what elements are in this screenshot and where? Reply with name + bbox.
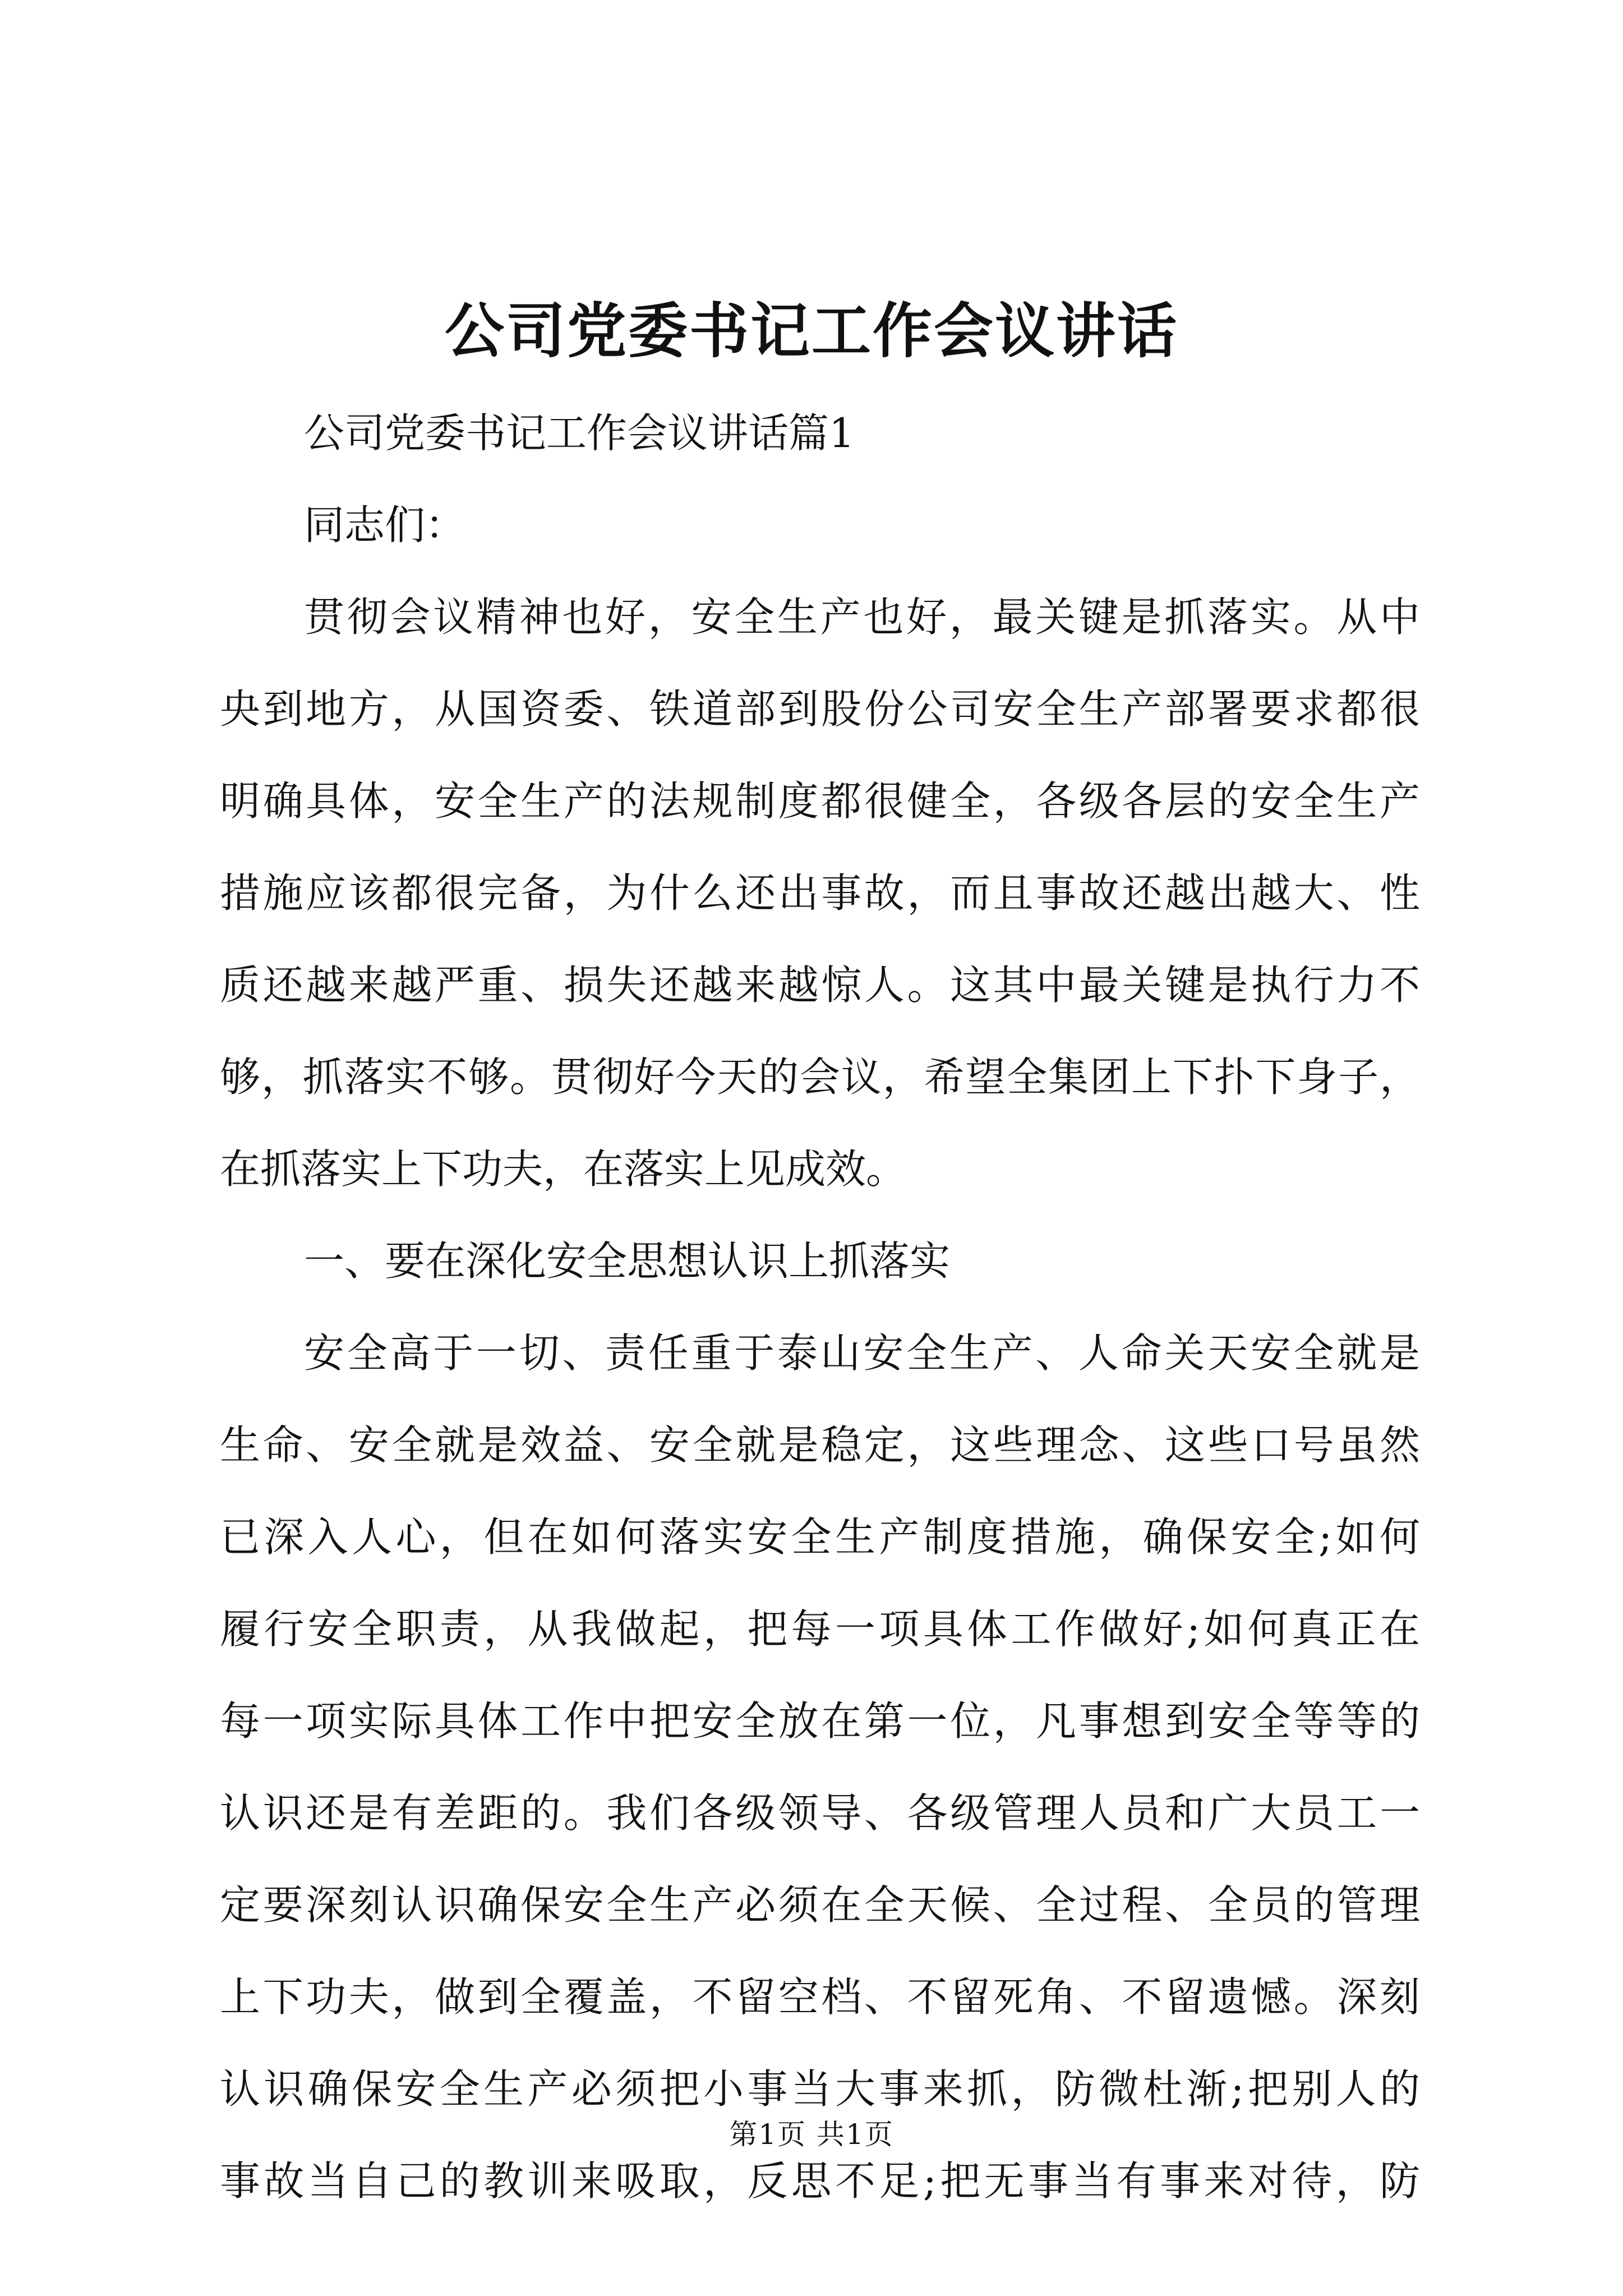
text-line: 够，抓落实不够。贯彻好今天的会议，希望全集团上下扑下身子，	[220, 1053, 1420, 1101]
page-footer: 第1页 共1页	[729, 2118, 894, 2151]
text-line: 安全高于一切、责任重于泰山安全生产、人命关天安全就是	[304, 1329, 1420, 1377]
text-line: 已深入人心，但在如何落实安全生产制度措施，确保安全;如何	[220, 1513, 1420, 1561]
text-line: 定要深刻认识确保安全生产必须在全天候、全过程、全员的管理	[220, 1881, 1420, 1929]
paragraph-salutation	[220, 479, 1420, 571]
text-line: 同志们：	[304, 501, 466, 549]
text-line: 贯彻会议精神也好，安全生产也好，最关键是抓落实。从中	[304, 593, 1420, 641]
paragraph-intro	[220, 571, 1420, 1215]
text-line: 公司党委书记工作会议讲话篇1	[304, 409, 855, 457]
text-line: 一、要在深化安全思想认识上抓落实	[304, 1237, 951, 1285]
text-line: 措施应该都很完备，为什么还出事故，而且事故还越出越大、性	[220, 869, 1420, 917]
text-line: 认识还是有差距的。我们各级领导、各级管理人员和广大员工一	[220, 1789, 1420, 1837]
paragraph-subtitle	[220, 387, 1420, 479]
document-title: 公司党委书记工作会议讲话	[445, 296, 1178, 366]
text-line: 质还越来越严重、损失还越来越惊人。这其中最关键是执行力不	[220, 961, 1420, 1009]
section-heading-1	[220, 1215, 1420, 1307]
text-line: 每一项实际具体工作中把安全放在第一位，凡事想到安全等等的	[220, 1697, 1420, 1745]
document-body	[220, 387, 1420, 2227]
text-line: 上下功夫，做到全覆盖，不留空档、不留死角、不留遗憾。深刻	[220, 1973, 1420, 2021]
text-line: 央到地方，从国资委、铁道部到股份公司安全生产部署要求都很	[220, 685, 1420, 733]
text-line: 认识确保安全生产必须把小事当大事来抓，防微杜渐;把别人的	[220, 2065, 1420, 2113]
text-line: 事故当自己的教训来吸取，反思不足;把无事当有事来对待，防	[220, 2157, 1420, 2205]
text-line: 明确具体，安全生产的法规制度都很健全，各级各层的安全生产	[220, 777, 1420, 825]
text-line: 在抓落实上下功夫，在落实上见成效。	[220, 1145, 907, 1193]
text-line: 生命、安全就是效益、安全就是稳定，这些理念、这些口号虽然	[220, 1421, 1420, 1469]
text-line: 履行安全职责，从我做起，把每一项具体工作做好;如何真正在	[220, 1605, 1420, 1653]
paragraph-section-1	[220, 1307, 1420, 2227]
